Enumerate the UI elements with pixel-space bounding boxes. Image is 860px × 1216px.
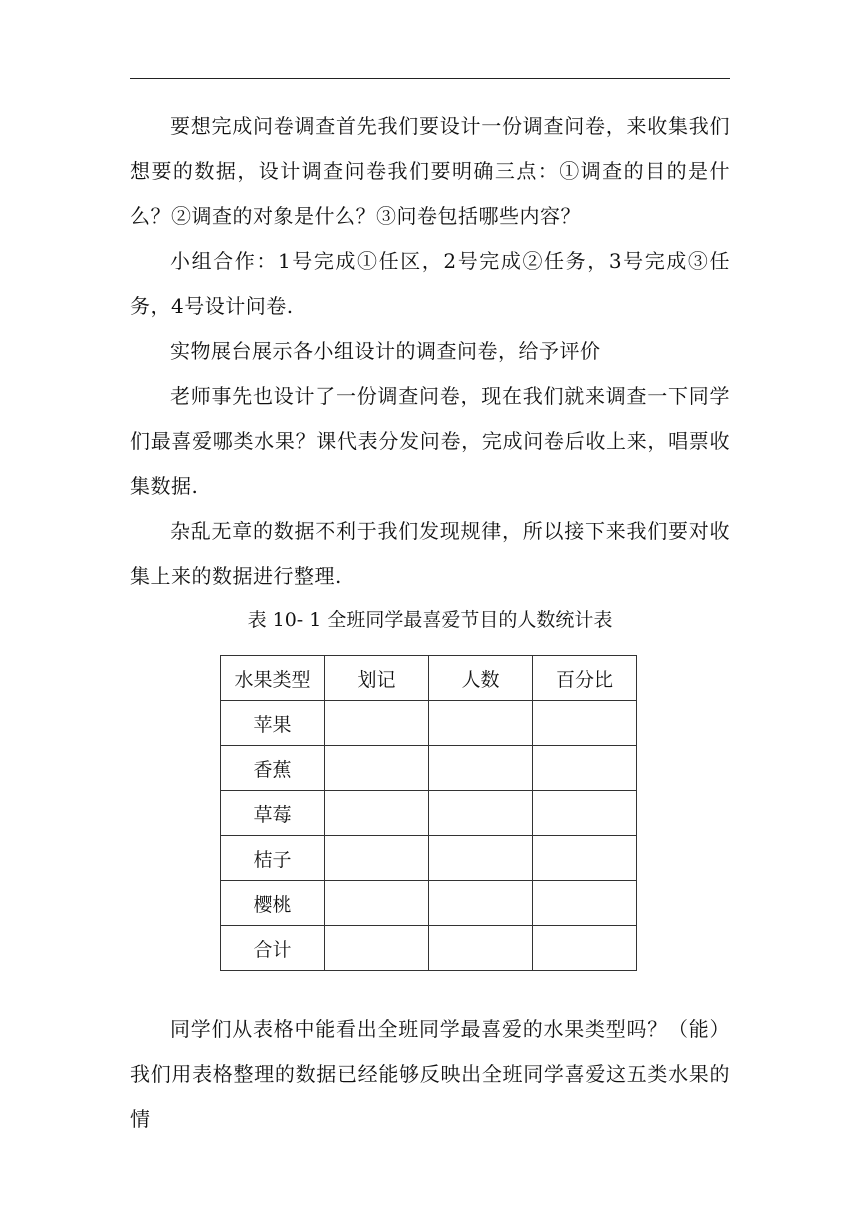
table-row xyxy=(221,746,637,791)
paragraph: 杂乱无章的数据不利于我们发现规律，所以接下来我们要对收集上来的数据进行整理. xyxy=(130,519,730,588)
table-cell xyxy=(533,926,637,971)
table-header-cell: 划记 xyxy=(325,656,429,701)
paragraph: 老师事先也设计了一份调查问卷，现在我们就来调查一下同学们最喜爱哪类水果？课代表分发问卷，完成问卷后收上来，唱票收集数据. xyxy=(130,384,730,498)
table-cell xyxy=(429,701,533,746)
body-text-bottom xyxy=(130,1007,730,1142)
paragraph: 实物展台展示各小组设计的调查问卷，给予评价 xyxy=(170,339,601,363)
table-row xyxy=(221,836,637,881)
table-cell: 合计 xyxy=(221,926,325,971)
table-header-cell: 百分比 xyxy=(533,656,637,701)
table-cell xyxy=(429,791,533,836)
paragraph: 要想完成问卷调查首先我们要设计一份调查问卷，来收集我们想要的数据，设计调查问卷我们要明确三点：①调查的目的是什么？②调查的对象是什么？③问卷包括哪些内容？ xyxy=(130,114,730,228)
table-cell: 桔子 xyxy=(221,836,325,881)
table-caption: 表 10- 1 全班同学最喜爱节目的人数统计表 xyxy=(247,609,613,631)
table-cell xyxy=(325,836,429,881)
fruit-stats-table xyxy=(220,655,637,971)
table-cell xyxy=(533,836,637,881)
table-header-cell: 人数 xyxy=(429,656,533,701)
table-header-row xyxy=(221,656,637,701)
table-row xyxy=(221,926,637,971)
table-cell: 草莓 xyxy=(221,791,325,836)
paragraph: 小组合作：1号完成①任区，2号完成②任务，3号完成③任务，4号设计问卷. xyxy=(130,249,730,318)
table-cell xyxy=(429,926,533,971)
table-row xyxy=(221,881,637,926)
table-row xyxy=(221,791,637,836)
table-cell xyxy=(533,746,637,791)
table-row xyxy=(221,701,637,746)
paragraph: 同学们从表格中能看出全班同学最喜爱的水果类型吗？（能）我们用表格整理的数据已经能够反映出全班同学喜爱这五类水果的情 xyxy=(130,1017,730,1131)
table-cell xyxy=(533,791,637,836)
table-cell xyxy=(325,881,429,926)
table-cell xyxy=(533,881,637,926)
table-cell xyxy=(325,791,429,836)
table-cell: 樱桃 xyxy=(221,881,325,926)
table-cell xyxy=(429,746,533,791)
table-header-cell: 水果类型 xyxy=(221,656,325,701)
table-cell xyxy=(429,881,533,926)
header-rule xyxy=(130,78,730,79)
table-cell: 香蕉 xyxy=(221,746,325,791)
table-cell xyxy=(325,746,429,791)
table-cell xyxy=(533,701,637,746)
table-cell xyxy=(325,926,429,971)
table-cell xyxy=(429,836,533,881)
table-cell: 苹果 xyxy=(221,701,325,746)
table-cell xyxy=(325,701,429,746)
body-text-top xyxy=(130,104,730,635)
